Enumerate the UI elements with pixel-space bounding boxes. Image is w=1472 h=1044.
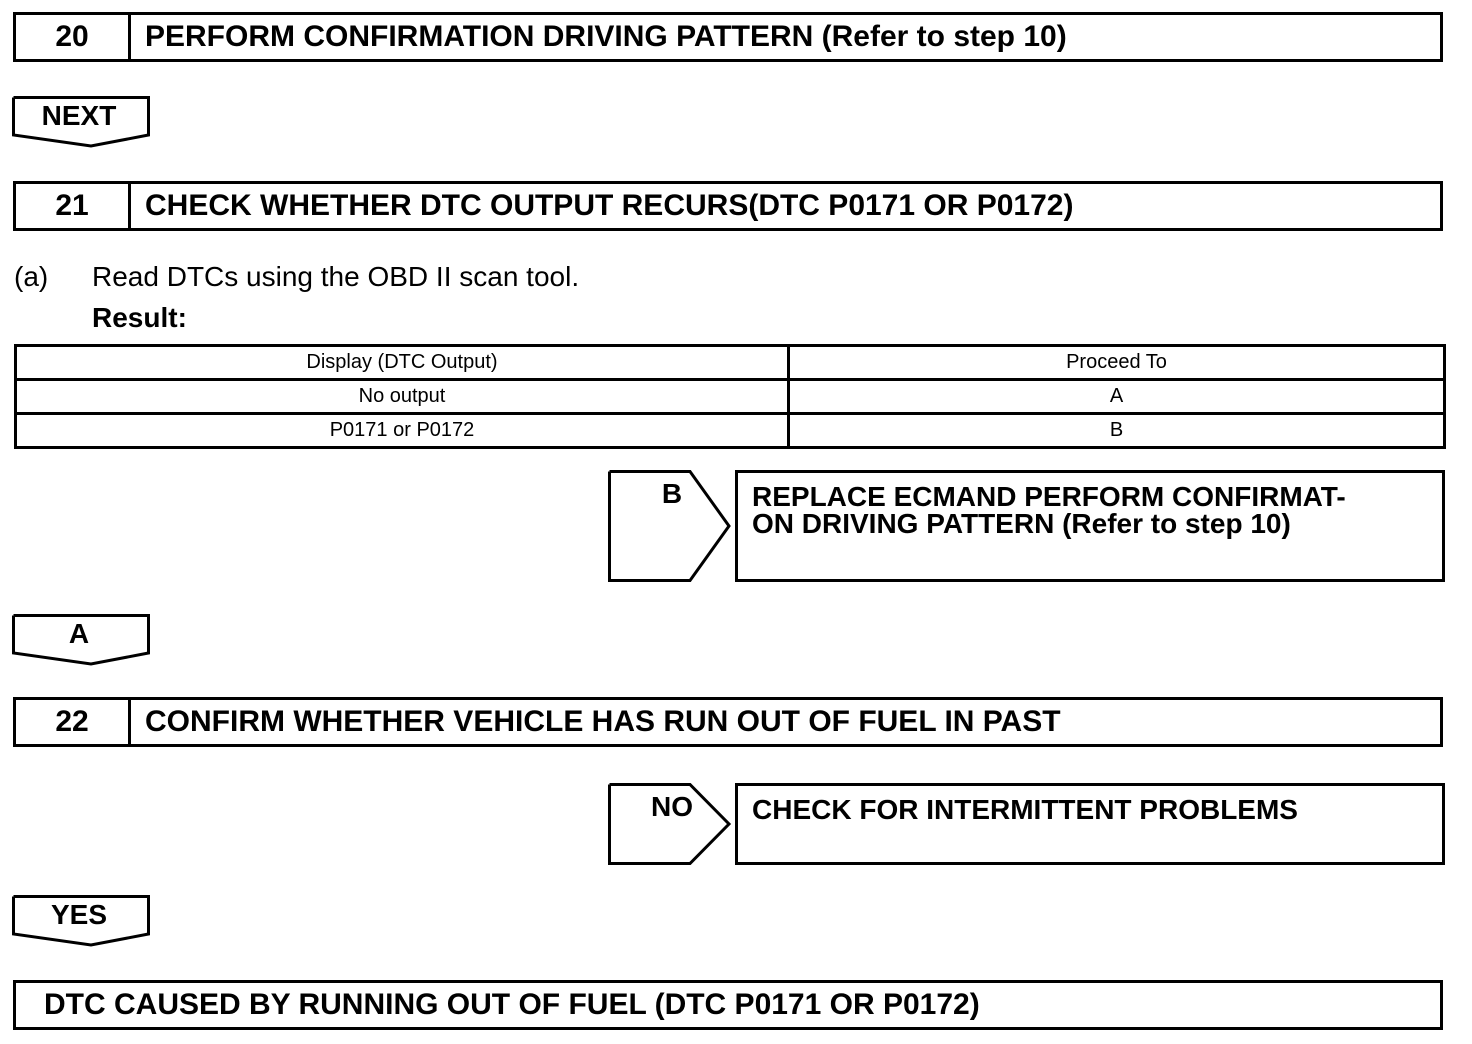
final-conclusion: DTC CAUSED BY RUNNING OUT OF FUEL (DTC P0171 OR P0172) <box>13 980 1443 1030</box>
next-tab <box>12 96 150 148</box>
branch-no-arrow <box>608 783 732 865</box>
table-row <box>16 414 1445 448</box>
action-line: ON DRIVING PATTERN (Refer to step 10) <box>752 508 1291 539</box>
table-cell: No output <box>16 380 789 414</box>
step-title: PERFORM CONFIRMATION DRIVING PATTERN (Refer to step 10) <box>145 20 1067 53</box>
step-21-header <box>13 181 1443 231</box>
table-cell: P0171 or P0172 <box>16 414 789 448</box>
tab-label: NEXT <box>41 100 117 131</box>
step-title: CHECK WHETHER DTC OUTPUT RECURS(DTC P0171 OR P0172) <box>145 189 1074 222</box>
a-tab <box>12 614 150 666</box>
table-cell: A <box>789 380 1445 414</box>
table-row <box>16 380 1445 414</box>
step-number: 21 <box>16 184 131 228</box>
tab-label: A <box>68 618 90 649</box>
yes-tab <box>12 895 150 947</box>
branch-no-action <box>735 783 1445 865</box>
step-number: 20 <box>16 15 131 59</box>
action-line: REPLACE ECMAND PERFORM CONFIRMAT- <box>752 481 1346 512</box>
branch-label: NO <box>651 791 693 822</box>
result-label: Result: <box>92 302 187 333</box>
tab-label: YES <box>50 899 108 930</box>
branch-label: B <box>661 478 683 509</box>
step-title: CONFIRM WHETHER VEHICLE HAS RUN OUT OF FUEL IN PAST <box>145 705 1061 738</box>
step-number: 22 <box>16 700 131 744</box>
result-table <box>14 344 1446 449</box>
table-header: Proceed To <box>789 346 1445 380</box>
substep-marker: (a) <box>14 261 49 292</box>
branch-b-action <box>735 470 1445 582</box>
step-22-header <box>13 697 1443 747</box>
action-line: CHECK FOR INTERMITTENT PROBLEMS <box>752 794 1298 825</box>
table-header-row <box>16 346 1445 380</box>
step-20-header <box>13 12 1443 62</box>
table-cell: B <box>789 414 1445 448</box>
substep-text: Read DTCs using the OBD II scan tool. <box>92 261 580 292</box>
branch-b-arrow <box>608 470 732 582</box>
table-header: Display (DTC Output) <box>16 346 789 380</box>
